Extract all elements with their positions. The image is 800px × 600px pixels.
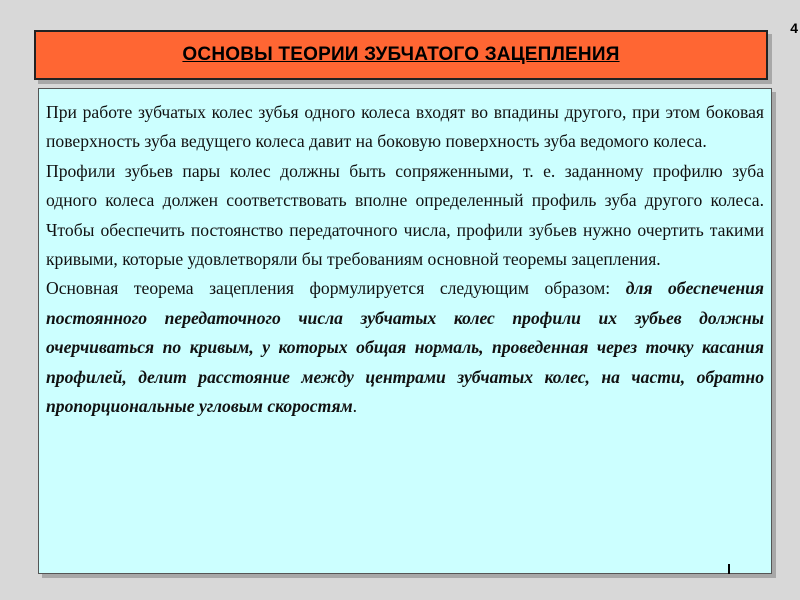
paragraph-main-theorem: [46, 274, 764, 421]
theorem-intro: Основная теорема зацепления формулируется следующим образом:: [46, 278, 626, 299]
theorem-statement: для обеспечения постоянного передаточного числа зубчатых колес профили их зубьев должны очерчиваться по кривым, у которых общая нормаль, проведенная через точку касания профилей, делит расстояние между центрами зубчатых колес, на части, обратно пропорциональные угловым скоростям: [46, 278, 764, 417]
paragraph-conjugate-profiles: Профили зубьев пары колес должны быть сопряженными, т. е. заданному профилю зуба одного колеса должен соответствовать вполне определенный профиль зуба другого колеса. Чтобы обеспечить постоянство передаточного числа, профили зубьев нужно очертить такими кривыми, которые удовлетворяли бы требованиям основной теоремы зацепления.: [46, 160, 764, 270]
content-text: [46, 98, 764, 421]
content-panel: [38, 88, 772, 574]
theorem-end: .: [352, 396, 358, 417]
slide-number: 4: [790, 20, 798, 36]
slide-title: ОСНОВЫ ТЕОРИИ ЗУБЧАТОГО ЗАЦЕПЛЕНИЯ: [182, 44, 620, 65]
paragraph-gear-operation: При работе зубчатых колес зубья одного колеса входят во впадины другого, при этом боковая поверхность зуба ведущего колеса давит на боковую поверхность зуба ведомого колеса.: [46, 102, 764, 152]
title-banner: [34, 30, 768, 80]
corner-mark: [728, 564, 730, 574]
